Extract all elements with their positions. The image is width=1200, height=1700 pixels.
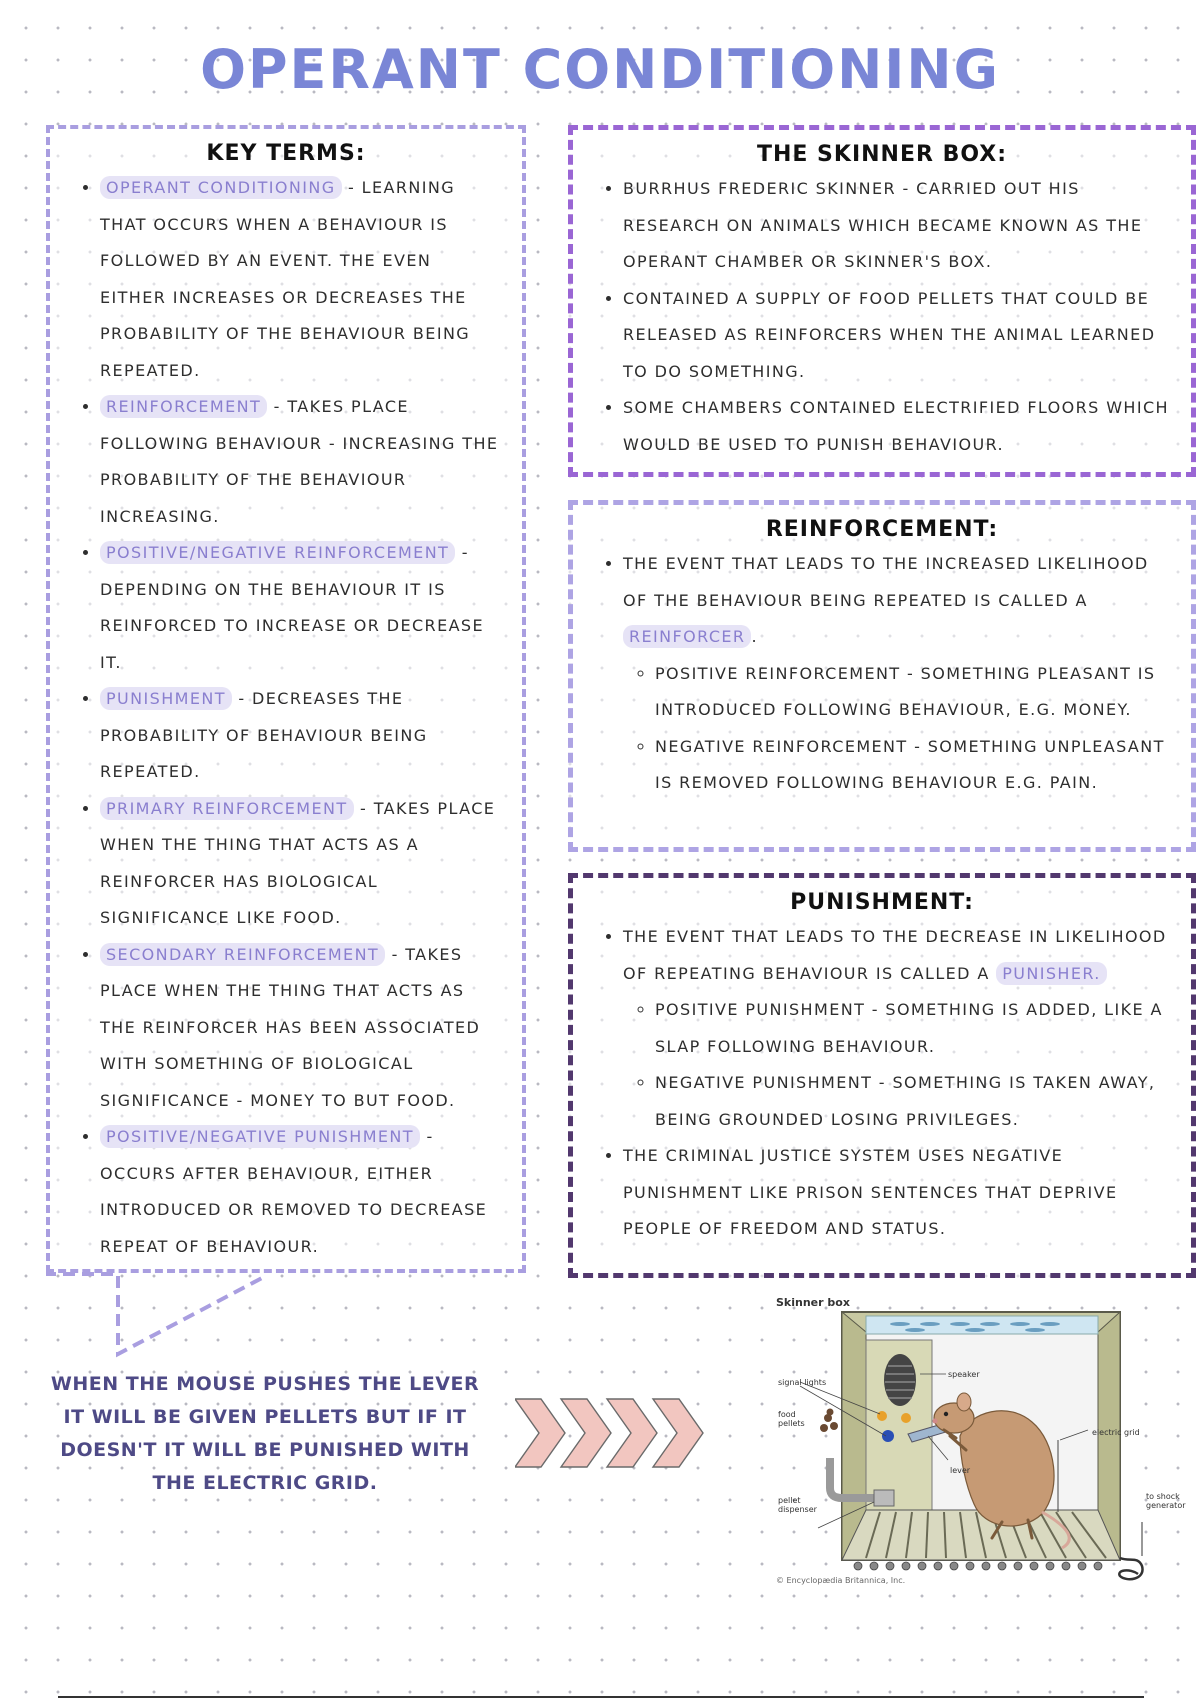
reinforcement-subitem: ◦ POSITIVE REINFORCEMENT - SOMETHING PLEASANT IS INTRODUCED FOLLOWING BEHAVIOUR, E.G. MONEY. xyxy=(655,656,1171,729)
key-term-definition: - TAKES PLACE WHEN THE THING THAT ACTS AS THE REINFORCER HAS BEEN ASSOCIATED WITH SOMETHING OF BIOLOGICAL SIGNIFICANCE - MONEY TO BUT FOOD. xyxy=(100,944,481,1110)
punishment-section xyxy=(568,873,1196,1278)
key-term-highlight: PUNISHMENT xyxy=(100,687,232,710)
speech-bubble-tail xyxy=(40,1268,270,1368)
key-term-highlight: OPERANT CONDITIONING xyxy=(100,176,342,199)
punishment-subitem: ◦ POSITIVE PUNISHMENT - SOMETHING IS ADDED, LIKE A SLAP FOLLOWING BEHAVIOUR. xyxy=(655,992,1171,1065)
key-term-definition: - TAKES PLACE FOLLOWING BEHAVIOUR - INCREASING THE PROBABILITY OF THE BEHAVIOUR INCREASING. xyxy=(100,397,499,526)
skinner-box-item: • CONTAINED A SUPPLY OF FOOD PELLETS THAT COULD BE RELEASED AS REINFORCERS WHEN THE ANIMAL LEARNED TO DO SOMETHING. xyxy=(623,281,1171,391)
reinforcement-list xyxy=(593,546,1171,802)
key-term-highlight: PRIMARY REINFORCEMENT xyxy=(100,797,354,820)
key-term-item xyxy=(100,535,502,681)
punishment-item: • THE CRIMINAL JUSTICE SYSTEM USES NEGATIVE PUNISHMENT LIKE PRISON SENTENCES THAT DEPRIVE PEOPLE OF FREEDOM AND STATUS. xyxy=(623,1138,1171,1248)
punishment-sublist xyxy=(623,992,1171,1138)
key-term-definition: - DECREASES THE PROBABILITY OF BEHAVIOUR BEING REPEATED. xyxy=(100,689,428,781)
label-lever: lever xyxy=(950,1466,971,1475)
skinner-box-item: • BURRHUS FREDERIC SKINNER - CARRIED OUT HIS RESEARCH ON ANIMALS WHICH BECAME KNOWN AS THE OPERANT CHAMBER OR SKINNER'S BOX. xyxy=(623,171,1171,281)
label-food-pellets: food pellets xyxy=(778,1410,805,1428)
key-term-highlight: REINFORCEMENT xyxy=(100,395,267,418)
label-signal-lights: signal lights xyxy=(778,1378,827,1387)
reinforcement-item xyxy=(623,546,1171,802)
mouse-caption: WHEN THE MOUSE PUSHES THE LEVER IT WILL BE GIVEN PELLETS BUT IF IT DOESN'T IT WILL BE PUNISHED WITH THE ELECTRIC GRID. xyxy=(50,1373,480,1494)
skinner-box-diagram xyxy=(770,1290,1200,1590)
label-shock-generator: to shock generator xyxy=(1146,1492,1186,1510)
skinner-box-list xyxy=(593,171,1171,463)
reinforcement-heading: REINFORCEMENT: xyxy=(765,517,999,542)
punisher-highlight: PUNISHER. xyxy=(996,962,1107,985)
punishment-subitem: ◦ NEGATIVE PUNISHMENT - SOMETHING IS TAKEN AWAY, BEING GROUNDED LOSING PRIVILEGES. xyxy=(655,1065,1171,1138)
punishment-list xyxy=(593,919,1171,1248)
skinner-box-section xyxy=(568,125,1196,477)
key-term-item xyxy=(100,681,502,791)
skinner-box-item: • SOME CHAMBERS CONTAINED ELECTRIFIED FLOORS WHICH WOULD BE USED TO PUNISH BEHAVIOUR. xyxy=(623,390,1171,463)
diagram-title: Skinner box xyxy=(776,1296,850,1309)
key-term-highlight: POSITIVE/NEGATIVE REINFORCEMENT xyxy=(100,541,455,564)
label-pellet-dispenser: pellet dispenser xyxy=(778,1496,817,1514)
key-terms-box xyxy=(46,125,526,1273)
key-term-definition: - LEARNING THAT OCCURS WHEN A BEHAVIOUR IS FOLLOWED BY AN EVENT. THE EVEN EITHER INCREASES OR DECREASES THE PROBABILITY OF THE BEHAVIOUR BEING REPEATED. xyxy=(100,178,471,380)
key-term-item xyxy=(100,1119,502,1265)
key-term-definition: - DEPENDING ON THE BEHAVIOUR IT IS REINFORCED TO INCREASE OR DECREASE IT. xyxy=(100,543,484,672)
chevron-arrows-icon xyxy=(515,1395,715,1471)
bottom-rule xyxy=(58,1696,1144,1698)
key-term-item xyxy=(100,791,502,937)
key-terms-list xyxy=(70,170,502,1265)
punishment-intro: THE EVENT THAT LEADS TO THE DECREASE IN LIKELIHOOD OF REPEATING BEHAVIOUR IS CALLED A xyxy=(623,927,1167,983)
reinforcement-intro: THE EVENT THAT LEADS TO THE INCREASED LIKELIHOOD OF THE BEHAVIOUR BEING REPEATED IS CALLED A xyxy=(623,554,1149,610)
reinforcement-section xyxy=(568,500,1196,852)
reinforcer-highlight: REINFORCER xyxy=(623,625,751,648)
reinforcement-intro-end: . xyxy=(751,627,758,646)
diagram-credit: © Encyclopædia Britannica, Inc. xyxy=(776,1576,906,1585)
label-speaker: speaker xyxy=(948,1370,980,1379)
punishment-heading: PUNISHMENT: xyxy=(790,890,974,915)
page-title: OPERANT CONDITIONING xyxy=(200,38,1000,101)
label-electric-grid: electric grid xyxy=(1092,1428,1140,1437)
skinner-box-heading: THE SKINNER BOX: xyxy=(756,142,1008,167)
reinforcement-sublist xyxy=(623,656,1171,802)
key-terms-heading: KEY TERMS: xyxy=(206,141,366,166)
key-term-item xyxy=(100,937,502,1120)
reinforcement-subitem: ◦ NEGATIVE REINFORCEMENT - SOMETHING UNPLEASANT IS REMOVED FOLLOWING BEHAVIOUR E.G. PAIN. xyxy=(655,729,1171,802)
key-term-definition: - OCCURS AFTER BEHAVIOUR, EITHER INTRODUCED OR REMOVED TO DECREASE REPEAT OF BEHAVIOUR. xyxy=(100,1127,488,1256)
punishment-item xyxy=(623,919,1171,1138)
key-term-definition: - TAKES PLACE WHEN THE THING THAT ACTS AS A REINFORCER HAS BIOLOGICAL SIGNIFICANCE LIKE FOOD. xyxy=(100,798,496,927)
key-term-item xyxy=(100,170,502,389)
key-term-item xyxy=(100,389,502,535)
key-term-highlight: SECONDARY REINFORCEMENT xyxy=(100,943,385,966)
key-term-highlight: POSITIVE/NEGATIVE PUNISHMENT xyxy=(100,1125,420,1148)
